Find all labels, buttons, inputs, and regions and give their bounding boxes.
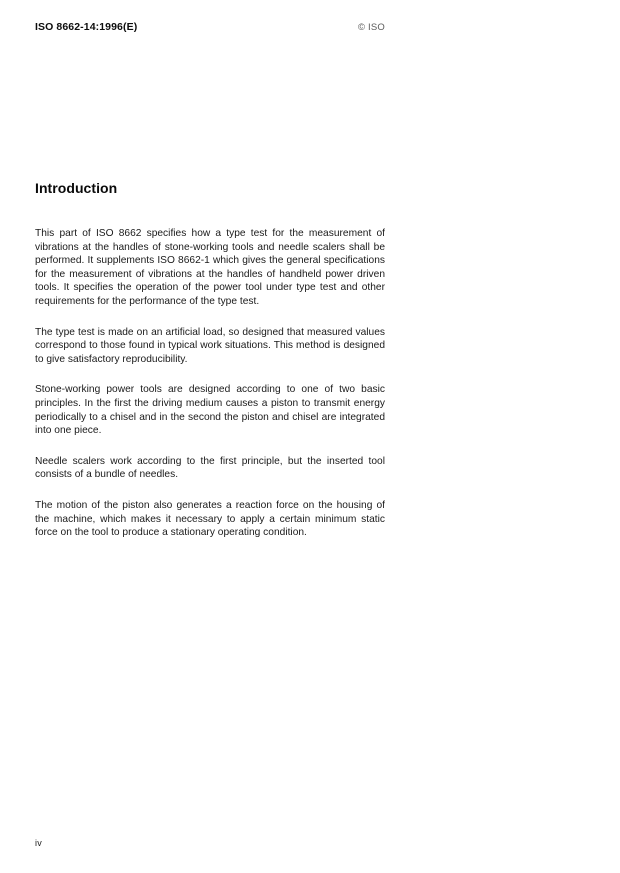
paragraph: This part of ISO 8662 specifies how a type test for the measurement of vibrations at the handles of stone-working tools and needle scalers shall be performed. It supplements ISO 8662-1 which gives the general specifications for the measurement of vibrations at the handles of handheld power driven tools. It specifies the operation of the power tool under type test and other requirements for the performance of the type test.	[35, 228, 385, 307]
copyright-notice: © ISO	[357, 22, 385, 33]
paragraph: The type test is made on an artificial load, so designed that measured values correspond to those found in typical work situations. This method is designed to give satisfactory reproducibility.	[35, 326, 385, 365]
running-header	[35, 21, 385, 35]
paragraph: The motion of the piston also generates a reaction force on the housing of the machine, which makes it necessary to apply a certain minimum static force on the tool to produce a stationary operating condition.	[35, 499, 385, 539]
page-title: Introduction	[35, 180, 118, 196]
body-text	[35, 227, 385, 540]
document-reference: ISO 8662-14:1996(E)	[35, 21, 138, 33]
page-number: iv	[35, 838, 42, 848]
paragraph: Needle scalers work according to the first principle, but the inserted tool consists of a bundle of needles.	[35, 455, 385, 481]
paragraph: Stone-working power tools are designed according to one of two basic principles. In the first the driving medium causes a piston to transmit energy periodically to a chisel and in the second the piston and chisel are integrated into one piece.	[35, 384, 385, 437]
introduction-section	[35, 180, 385, 540]
